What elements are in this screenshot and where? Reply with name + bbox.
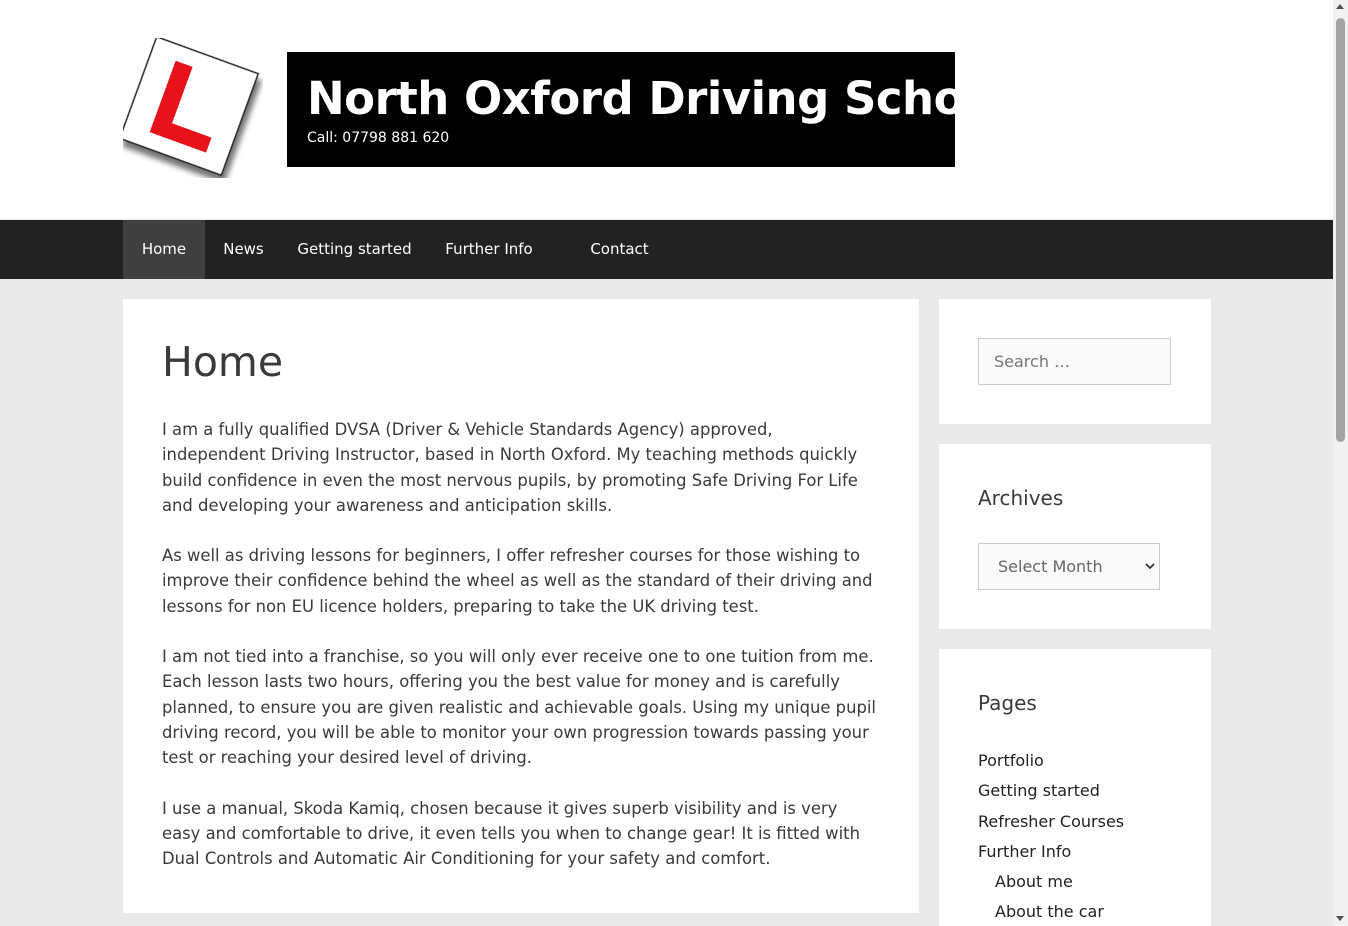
page-link-portfolio[interactable]: Portfolio bbox=[978, 751, 1044, 770]
scroll-up-icon[interactable] bbox=[1336, 4, 1344, 9]
search-widget bbox=[939, 299, 1211, 424]
nav-item-getting-started[interactable]: Getting started bbox=[297, 240, 412, 258]
scrollbar-thumb[interactable] bbox=[1336, 18, 1345, 442]
site-description: Call: 07798 881 620 bbox=[307, 130, 450, 146]
archives-widget bbox=[939, 444, 1211, 629]
select-value: Select Month bbox=[998, 557, 1103, 576]
nav-item-further-info[interactable]: Further Info bbox=[445, 240, 533, 258]
pages-title: Pages bbox=[978, 691, 1037, 715]
page-link-about-the-car[interactable]: About the car bbox=[995, 902, 1104, 922]
content-paragraph: As well as driving lessons for beginners, I offer refresher courses for those wishing to improve their confidence behind the wheel as well as the standard of their driving and lessons for non EU licence holders, preparing to take the UK driving test. bbox=[162, 546, 873, 616]
content-paragraph: I use a manual, Skoda Kamiq, chosen because it gives superb visibility and is very easy and comfortable to drive, it even tells you when to change gear! It is fitted with Dual Controls and Automatic Air Conditioning for your safety and comfort. bbox=[162, 798, 860, 869]
nav-item-contact[interactable]: Contact bbox=[590, 240, 649, 258]
main-content bbox=[123, 299, 919, 913]
scroll-down-icon[interactable] bbox=[1336, 916, 1344, 921]
chevron-down-icon bbox=[1144, 544, 1156, 608]
nav-item-home[interactable]: Home bbox=[123, 220, 205, 279]
learner-l-plate-icon[interactable] bbox=[123, 38, 263, 178]
main-navigation bbox=[0, 220, 1333, 279]
vertical-scrollbar[interactable] bbox=[1333, 0, 1348, 926]
page-link-further-info[interactable]: Further Info bbox=[978, 841, 1072, 861]
page-link-refresher-courses[interactable]: Refresher Courses bbox=[978, 811, 1125, 831]
archives-title: Archives bbox=[978, 486, 1064, 510]
site-title[interactable]: North Oxford Driving School bbox=[307, 72, 1010, 125]
page-link-getting-started[interactable]: Getting started bbox=[978, 781, 1100, 801]
page-title: Home bbox=[162, 338, 284, 386]
pages-list bbox=[978, 749, 1124, 926]
content-paragraph: I am not tied into a franchise, so you will only ever receive one to one tuition from me. Each lesson lasts two hours, offering you the best value for money and is carefully planned, to ensure you are given realistic and achievable goals. Using my unique pupil driving record, you will be able to monitor your own progression towards passing your test or reaching your desired level of driving. bbox=[162, 647, 876, 768]
pages-widget bbox=[939, 649, 1211, 926]
site-header bbox=[0, 0, 1333, 219]
content-paragraph: I am a fully qualified DVSA (Driver & Vehicle Standards Agency) approved, independent Driving Instructor, based in North Oxford. My teaching methods quickly build confidence in even the most nervous pupils, by promoting Safe Driving For Life and developing your awareness and anticipation skills. bbox=[162, 420, 858, 515]
site-branding bbox=[287, 52, 1010, 167]
search-input[interactable] bbox=[978, 338, 1171, 385]
page-link-about-me[interactable]: About me bbox=[995, 872, 1073, 892]
archives-month-select[interactable] bbox=[978, 543, 1160, 590]
nav-item-news[interactable]: News bbox=[223, 240, 264, 258]
